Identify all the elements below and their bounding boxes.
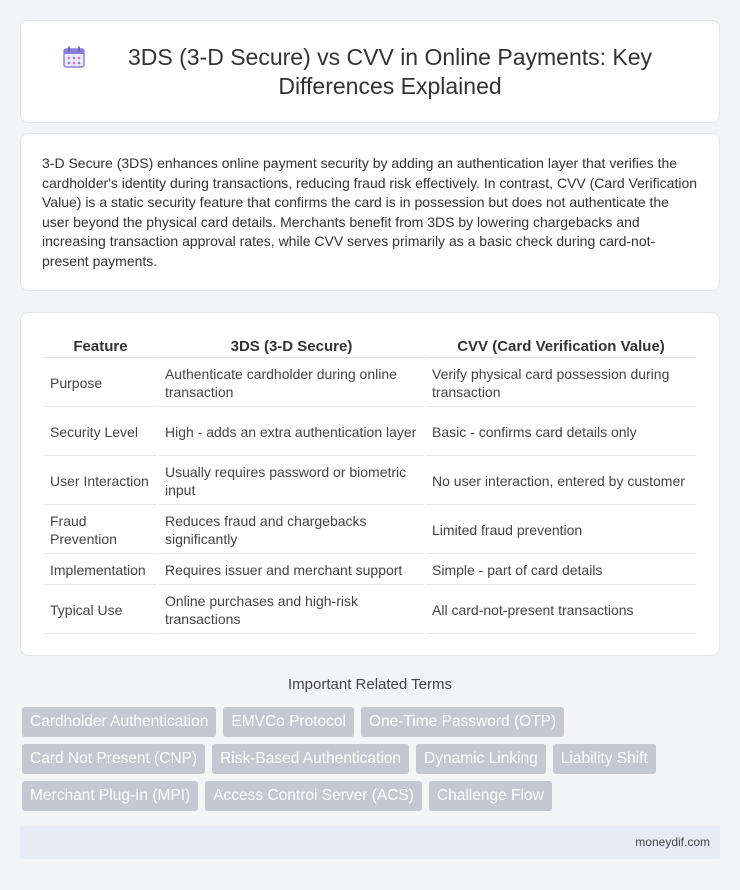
- header-cvv: CVV (Card Verification Value): [426, 333, 696, 358]
- cell-cvv: No user interaction, entered by customer: [426, 458, 696, 505]
- comparison-card: [20, 312, 720, 656]
- page-title: 3DS (3-D Secure) vs CVV in Online Payments: Key Differences Explained: [127, 43, 653, 99]
- cell-feature: Implementation: [44, 556, 157, 585]
- tag-dynamic-linking[interactable]: Dynamic Linking: [416, 744, 546, 774]
- cell-cvv: All card-not-present transactions: [426, 587, 696, 634]
- calendar-icon: [61, 44, 87, 70]
- footer-site-name[interactable]: moneydif.com: [635, 835, 710, 849]
- title-row: [21, 21, 719, 122]
- related-terms-heading: Important Related Terms: [288, 676, 452, 693]
- cell-feature: User Interaction: [44, 458, 157, 505]
- table-row: [44, 507, 696, 554]
- cell-3ds: Reduces fraud and chargebacks significantly: [159, 507, 424, 554]
- table-row: [44, 409, 696, 456]
- table-row: [44, 360, 696, 407]
- cell-feature: Security Level: [44, 409, 157, 456]
- tag-one-time-password[interactable]: One-Time Password (OTP): [361, 707, 564, 737]
- table-row: [44, 458, 696, 505]
- cell-cvv: Basic - confirms card details only: [426, 409, 696, 456]
- header-feature: Feature: [44, 333, 157, 358]
- tag-cardholder-authentication[interactable]: Cardholder Authentication: [22, 707, 216, 737]
- header-3ds: 3DS (3-D Secure): [159, 333, 424, 358]
- cell-cvv: Simple - part of card details: [426, 556, 696, 585]
- tag-liability-shift[interactable]: Liability Shift: [553, 744, 656, 774]
- intro-card: [20, 133, 720, 291]
- comparison-table: [42, 331, 698, 636]
- tag-access-control-server[interactable]: Access Control Server (ACS): [205, 781, 422, 811]
- footer: [20, 826, 720, 859]
- tag-card-not-present[interactable]: Card Not Present (CNP): [22, 744, 205, 774]
- tag-emvco-protocol[interactable]: EMVCo Protocol: [223, 707, 354, 737]
- cell-3ds: Usually requires password or biometric input: [159, 458, 424, 505]
- cell-3ds: Online purchases and high-risk transactions: [159, 587, 424, 634]
- cell-3ds: High - adds an extra authentication layer: [159, 409, 424, 456]
- cell-cvv: Verify physical card possession during transaction: [426, 360, 696, 407]
- cell-feature: Purpose: [44, 360, 157, 407]
- table-row: [44, 556, 696, 585]
- cell-3ds: Requires issuer and merchant support: [159, 556, 424, 585]
- table-row: [44, 587, 696, 634]
- tag-risk-based-authentication[interactable]: Risk-Based Authentication: [212, 744, 409, 774]
- cell-cvv: Limited fraud prevention: [426, 507, 696, 554]
- title-card: [20, 20, 720, 123]
- cell-feature: Fraud Prevention: [44, 507, 157, 554]
- table-header-row: [44, 333, 696, 358]
- related-terms-list: [22, 707, 722, 811]
- tag-challenge-flow[interactable]: Challenge Flow: [429, 781, 552, 811]
- tag-merchant-plug-in[interactable]: Merchant Plug-In (MPI): [22, 781, 198, 811]
- intro-paragraph: 3-D Secure (3DS) enhances online payment security by adding an authentication layer that verifies the cardholder's identity during transactions, reducing fraud risk effectively. In contrast, CVV (Card Verification Value) is a static security feature that confirms the card is in possession but does not authenticate the user beyond the physical card details. Merchants benefit from 3DS by lowering chargebacks and increasing transaction approval rates, while CVV serves primarily as a basic check during card-not-present payments.: [42, 155, 698, 269]
- cell-3ds: Authenticate cardholder during online transaction: [159, 360, 424, 407]
- cell-feature: Typical Use: [44, 587, 157, 634]
